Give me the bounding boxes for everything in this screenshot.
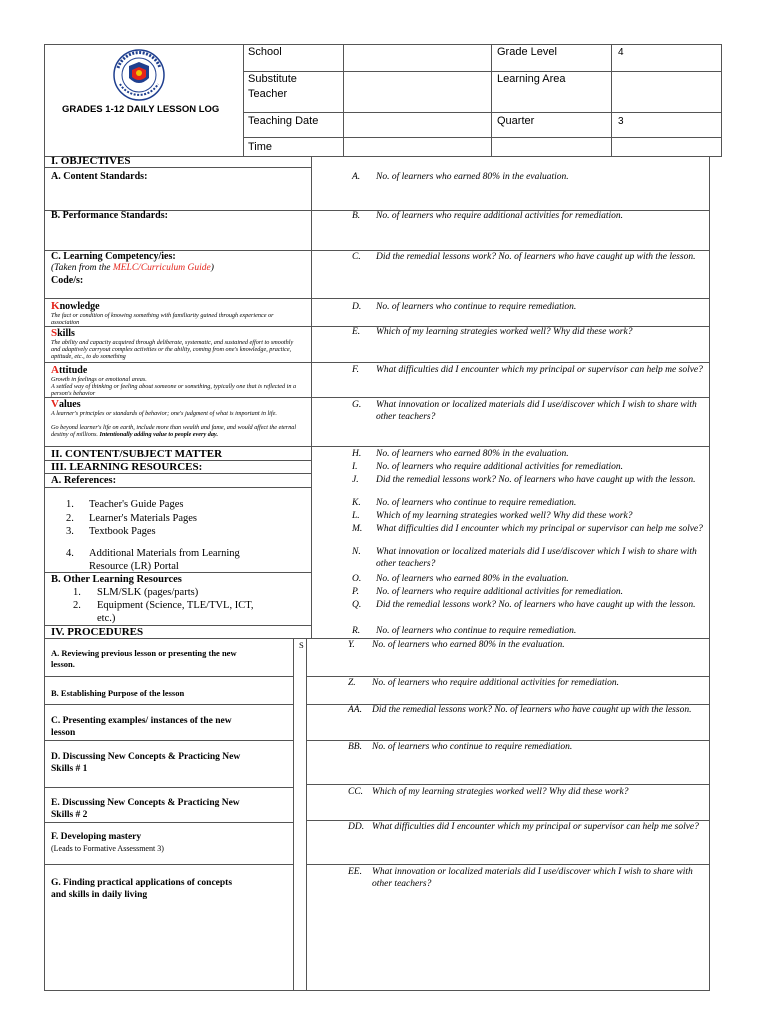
ref-item-number: 2. bbox=[66, 513, 74, 524]
values-description-2: Go beyond learner's life on earth, include more than wealth and fame, and would affect the eternal destiny of millions. Intentionally adding value to people every day. bbox=[51, 424, 297, 438]
other-item-number: 1. bbox=[73, 587, 81, 598]
quarter-label: Quarter bbox=[497, 115, 535, 127]
section-content-subject-matter: II. CONTENT/SUBJECT MATTER bbox=[51, 448, 223, 460]
values-heading: Values bbox=[51, 398, 81, 410]
grade-level-label: Grade Level bbox=[497, 46, 557, 58]
skills-description: The ability and capacity acquired through deliberate, systematic, and sustained effort to smoothly and adaptively carryout complex activities or the ability, coming from one's knowledge, practice, aptitude, etc., to do something bbox=[51, 339, 294, 360]
knowledge-description: The fact or condition of knowing something with familiarity gained through experience or association bbox=[51, 312, 274, 326]
ref-item-text-cont: Resource (LR) Portal bbox=[89, 561, 179, 572]
ref-item-number: 3. bbox=[66, 526, 74, 537]
substitute-teacher-label: Substitute bbox=[248, 73, 297, 85]
codes-label: Code/s: bbox=[51, 275, 84, 286]
attitude-heading: Attitude bbox=[51, 364, 88, 376]
taken-from-note: (Taken from the MELC/Curriculum Guide) bbox=[51, 263, 214, 273]
grade-level-field[interactable]: 4 bbox=[618, 47, 624, 58]
references-label: A. References: bbox=[51, 475, 117, 486]
page-title: GRADES 1-12 DAILY LESSON LOG bbox=[62, 104, 220, 115]
content-standards-label: A. Content Standards: bbox=[51, 171, 148, 182]
values-description-1: A learner's principles or standards of behavior; one's judgment of what is important in life. bbox=[51, 410, 277, 417]
procedure-a-cont: lesson. bbox=[51, 659, 75, 669]
procedure-a: A. Reviewing previous lesson or presenting the new bbox=[51, 648, 237, 658]
other-resources-label: B. Other Learning Resources bbox=[51, 574, 182, 585]
ref-item-text: Additional Materials from Learning bbox=[89, 548, 240, 559]
procedure-e: E. Discussing New Concepts & Practicing New bbox=[51, 798, 240, 808]
teaching-date-field[interactable] bbox=[348, 115, 486, 133]
section-procedures: IV. PROCEDURES bbox=[51, 626, 144, 638]
knowledge-heading: Knowledge bbox=[51, 300, 100, 312]
other-item-text-cont: etc.) bbox=[97, 613, 116, 624]
school-field[interactable] bbox=[348, 46, 486, 66]
performance-standards-label: B. Performance Standards: bbox=[51, 210, 168, 221]
attitude-description-1: Growth in feelings or emotional areas. bbox=[51, 376, 147, 383]
ref-item-text: Teacher's Guide Pages bbox=[89, 499, 184, 510]
teaching-date-label: Teaching Date bbox=[248, 115, 319, 127]
skills-heading: Skills bbox=[51, 327, 75, 339]
procedure-g: G. Finding practical applications of concepts bbox=[51, 878, 233, 888]
learning-competency-label: C. Learning Competency/ies: bbox=[51, 251, 176, 262]
learning-area-label: Learning Area bbox=[497, 73, 566, 85]
section-learning-resources: III. LEARNING RESOURCES: bbox=[51, 461, 203, 473]
other-item-text: Equipment (Science, TLE/TVL, ICT, bbox=[97, 600, 254, 611]
other-item-text: SLM/SLK (pages/parts) bbox=[97, 587, 199, 598]
attitude-description-2: A settled way of thinking or feeling about someone or something, typically one that is reflected in a person's behavior bbox=[51, 383, 297, 397]
procedure-c-cont: lesson bbox=[51, 728, 76, 738]
stray-s-char: S bbox=[299, 640, 304, 650]
ref-item-number: 1. bbox=[66, 499, 74, 510]
procedure-f-note: (Leads to Formative Assessment 3) bbox=[51, 844, 164, 853]
learning-area-field[interactable] bbox=[618, 76, 716, 106]
other-item-number: 2. bbox=[73, 600, 81, 611]
time-label: Time bbox=[248, 141, 273, 153]
deped-seal-logo bbox=[104, 48, 174, 102]
procedure-f: F. Developing mastery bbox=[51, 832, 142, 842]
ref-item-text: Textbook Pages bbox=[89, 526, 156, 537]
quarter-field[interactable]: 3 bbox=[618, 116, 624, 127]
procedure-e-cont: Skills # 2 bbox=[51, 810, 88, 820]
school-label: School bbox=[248, 46, 282, 58]
substitute-teacher-field[interactable] bbox=[348, 76, 486, 106]
procedure-g-cont: and skills in daily living bbox=[51, 890, 148, 900]
procedure-b: B. Establishing Purpose of the lesson bbox=[51, 688, 185, 698]
time-field[interactable] bbox=[348, 141, 486, 155]
substitute-teacher-label-2: Teacher bbox=[248, 88, 288, 100]
procedure-c: C. Presenting examples/ instances of the new bbox=[51, 716, 232, 726]
procedure-d-cont: Skills # 1 bbox=[51, 764, 88, 774]
procedure-d: D. Discussing New Concepts & Practicing New bbox=[51, 752, 241, 762]
section-objectives: I. OBJECTIVES bbox=[51, 155, 131, 167]
ref-item-number: 4. bbox=[66, 548, 74, 559]
melc-guide-text: MELC/Curriculum Guide bbox=[112, 263, 211, 273]
ref-item-text: Learner's Materials Pages bbox=[89, 513, 198, 524]
